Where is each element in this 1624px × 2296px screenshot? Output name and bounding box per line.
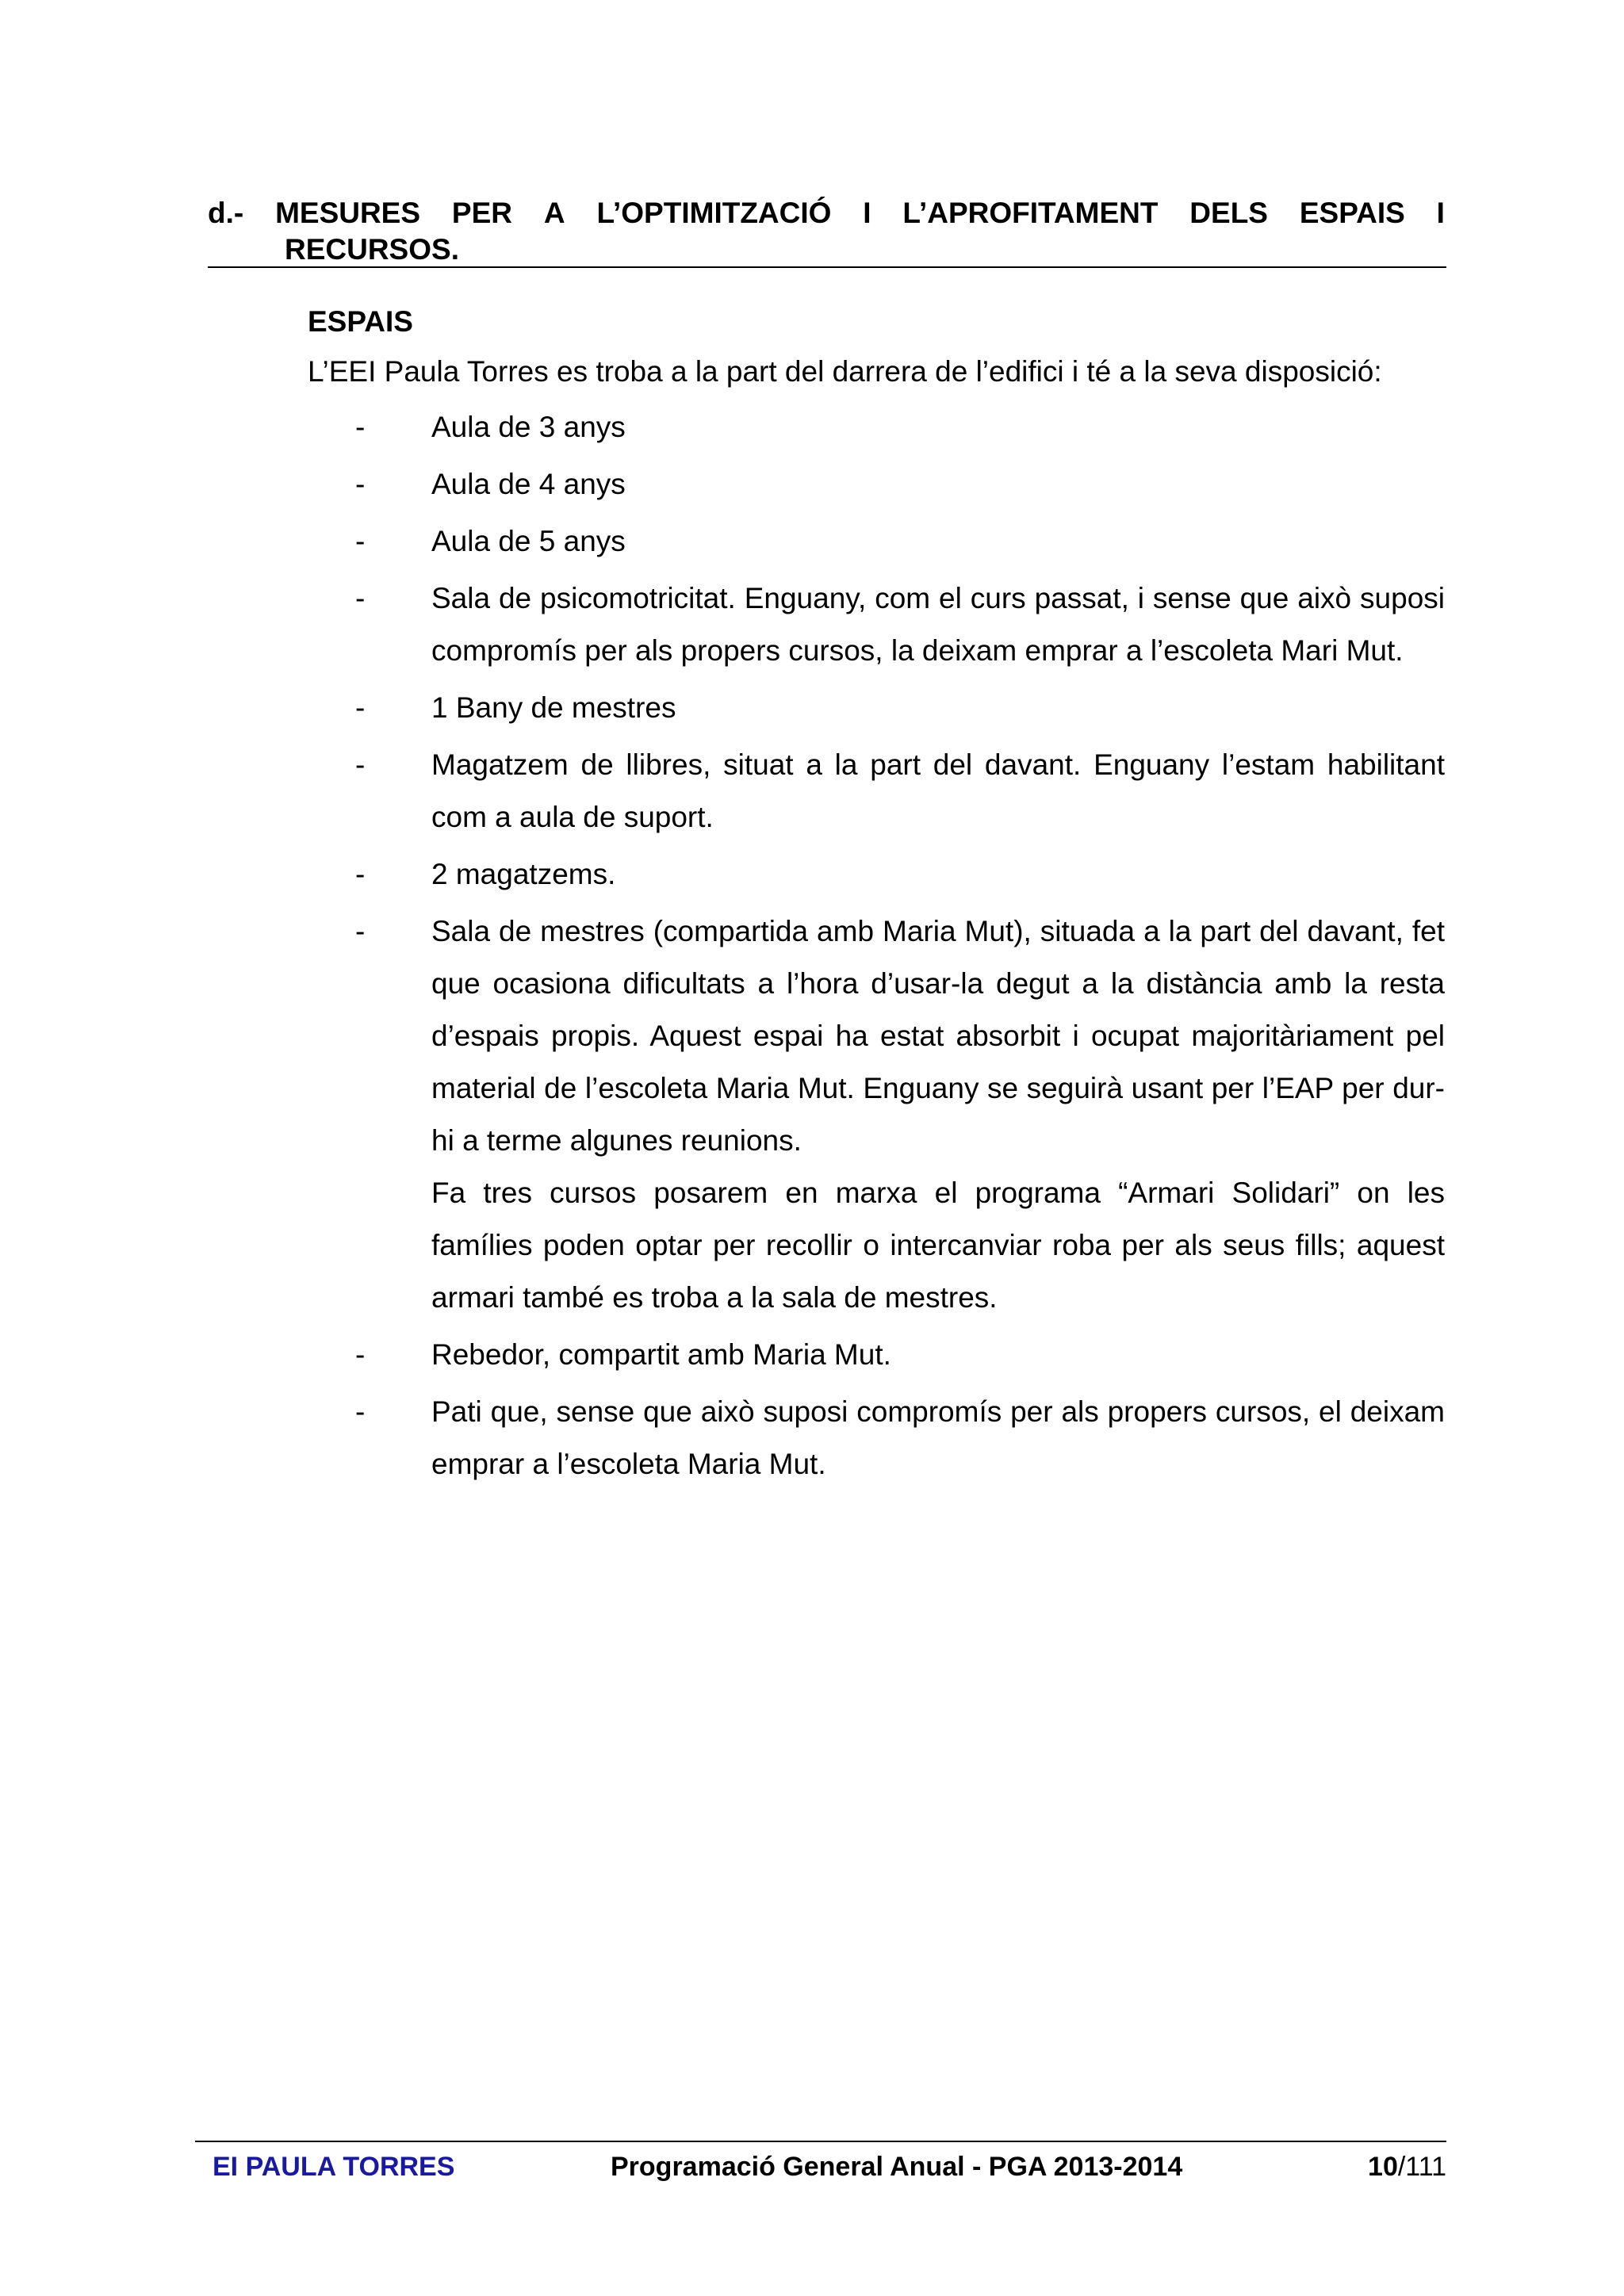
- footer-document-title: Programació General Anual - PGA 2013-2014: [611, 2152, 1183, 2182]
- intro-paragraph: L’EEI Paula Torres es troba a la part del darrera de l’edifici i té a la seva disposició:: [308, 355, 1382, 388]
- heading-word: ESPAIS: [1299, 197, 1405, 229]
- list-item: [308, 905, 1445, 1324]
- list-bullet: -: [355, 582, 366, 614]
- section-heading: [208, 195, 1445, 268]
- list-item-paragraph: Sala de psicomotricitat. Enguany, com el curs passat, i sense que això suposi compromís per als propers cursos, la deixam emprar a l’escoleta Mari Mut.: [431, 582, 1445, 667]
- footer-page-number: [1368, 2150, 1446, 2183]
- list-bullet: -: [355, 1395, 366, 1428]
- section-heading-line1: [208, 195, 1445, 232]
- heading-word: L’APROFITAMENT: [902, 197, 1159, 229]
- list-item: [308, 458, 1445, 511]
- list-item-paragraph: Pati que, sense que això suposi compromís per als propers cursos, el deixam emprar a l’escoleta Maria Mut.: [431, 1395, 1445, 1480]
- list-item-text: [431, 905, 1445, 1324]
- heading-word: DELS: [1189, 197, 1268, 229]
- list-bullet: -: [355, 1338, 366, 1371]
- list-bullet: -: [355, 411, 366, 443]
- heading-word: L’OPTIMITZACIÓ: [596, 197, 832, 229]
- heading-word: A: [543, 197, 565, 229]
- list-item-text: [431, 682, 1445, 734]
- list-item-text: [431, 848, 1445, 901]
- list-item: [308, 1329, 1445, 1381]
- list-item-paragraph: Aula de 4 anys: [431, 468, 626, 500]
- heading-underline: [208, 266, 1446, 268]
- list-item-text: [431, 1329, 1445, 1381]
- list-item: [308, 682, 1445, 734]
- footer-school-name: EI PAULA TORRES: [213, 2152, 455, 2182]
- subsection-title: ESPAIS: [308, 305, 413, 338]
- list-item-paragraph: Fa tres cursos posarem en marxa el programa “Armari Solidari” on les famílies poden optar per recollir o intercanviar roba per als seus fills; aquest armari també es troba a la sala de mestres.: [431, 1177, 1445, 1314]
- spaces-list: [308, 401, 1445, 1490]
- list-bullet: -: [355, 691, 366, 724]
- list-item-text: [431, 1386, 1445, 1490]
- heading-word: I: [863, 197, 871, 229]
- list-item-paragraph: Aula de 3 anys: [431, 411, 626, 443]
- list-bullet: -: [355, 748, 366, 781]
- list-item: [308, 1386, 1445, 1490]
- list-item: [308, 739, 1445, 844]
- heading-word: PER: [451, 197, 512, 229]
- heading-word: I: [1436, 197, 1445, 229]
- list-bullet: -: [355, 858, 366, 890]
- footer-total-pages: /111: [1397, 2152, 1446, 2182]
- list-item-paragraph: 1 Bany de mestres: [431, 691, 676, 724]
- heading-word: MESURES: [275, 197, 421, 229]
- list-item-text: [431, 572, 1445, 677]
- list-bullet: -: [355, 915, 366, 947]
- list-item-text: [431, 458, 1445, 511]
- list-item-text: [431, 515, 1445, 568]
- list-item: [308, 572, 1445, 677]
- list-item: [308, 848, 1445, 901]
- heading-word: d.-: [208, 197, 244, 229]
- list-item-paragraph: 2 magatzems.: [431, 858, 616, 890]
- list-bullet: -: [355, 525, 366, 557]
- list-item-paragraph: Magatzem de llibres, situat a la part del davant. Enguany l’estam habilitant com a aula de suport.: [431, 748, 1445, 833]
- list-item-paragraph: Aula de 5 anys: [431, 525, 626, 557]
- list-item-paragraph: Rebedor, compartit amb Maria Mut.: [431, 1338, 891, 1371]
- list-item: [308, 515, 1445, 568]
- list-item-paragraph: Sala de mestres (compartida amb Maria Mut), situada a la part del davant, fet que ocasiona dificultats a l’hora d’usar-la degut a la distància amb la resta d’espais propis. Aquest espai ha estat absorbit i ocupat majoritàriament pel material de l’escoleta Maria Mut. Enguany se seguirà usant per l’EAP per dur-hi a terme algunes reunions.: [431, 915, 1445, 1157]
- list-item-text: [431, 401, 1445, 453]
- footer-current-page: 10: [1368, 2152, 1398, 2182]
- main-content: [308, 300, 1445, 1490]
- footer-rule: [195, 2141, 1446, 2142]
- list-item-text: [431, 739, 1445, 844]
- list-item: [308, 401, 1445, 453]
- section-heading-line2: RECURSOS.: [285, 233, 459, 266]
- list-bullet: -: [355, 468, 366, 500]
